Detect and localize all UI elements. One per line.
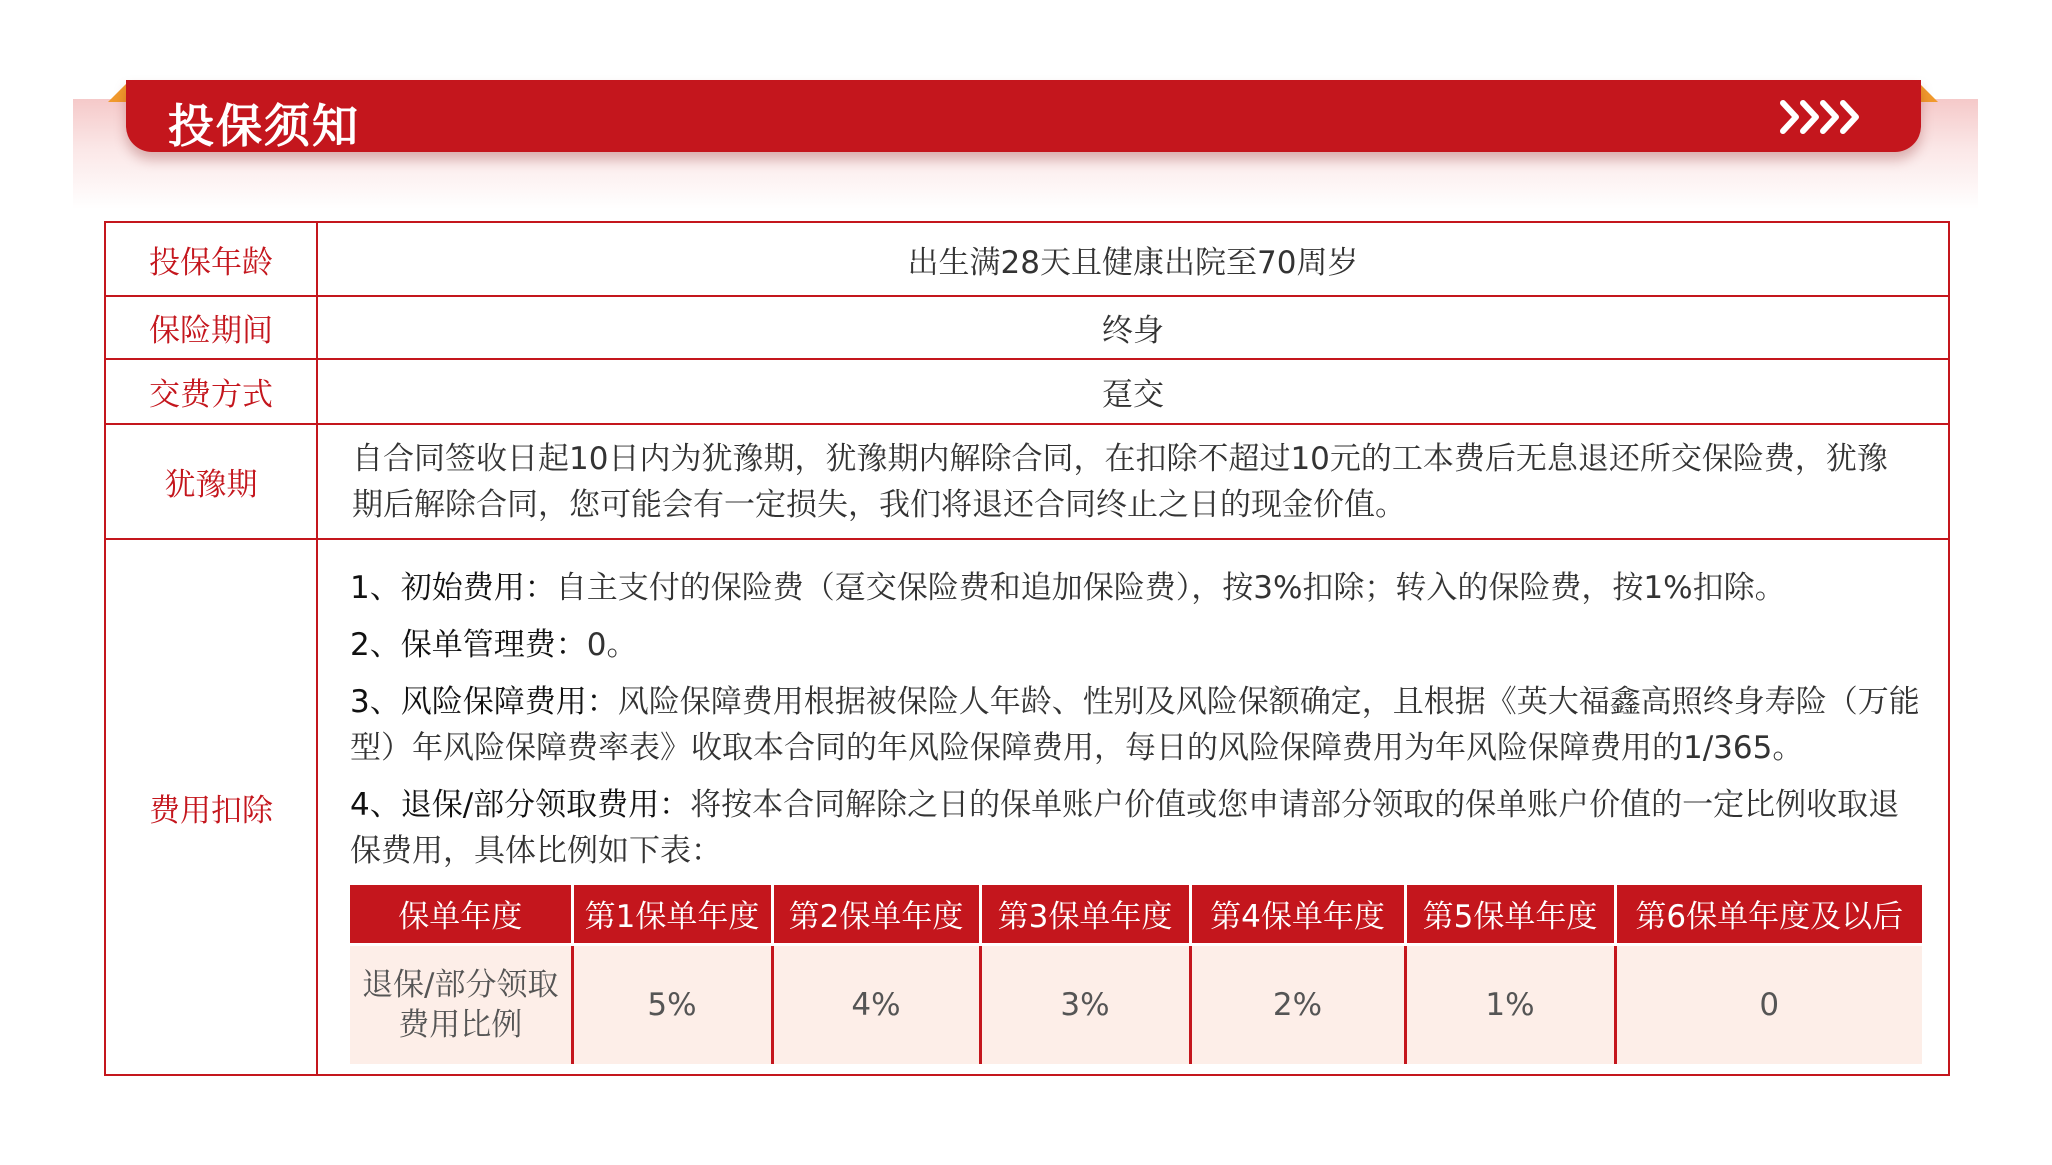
row-fee-deduction: [106, 538, 1948, 1074]
row-value: 终身: [1102, 313, 1164, 349]
table-row: [350, 944, 1922, 1064]
row-insured-age: [106, 223, 1948, 295]
row-cooling-off-period: [106, 423, 1948, 538]
column-header: 第5保单年度: [1405, 885, 1615, 945]
fee-item-text: 自主支付的保险费（趸交保险费和追加保险费），按3%扣除；转入的保险费，按1%扣除。: [555, 569, 1786, 606]
table-header-row: [350, 885, 1922, 945]
column-header: 保单年度: [350, 885, 572, 945]
column-header: 第2保单年度: [772, 885, 980, 945]
notice-table: [104, 221, 1950, 1076]
header-bar: [126, 80, 1921, 152]
row-header-line: 退保/部分领取: [362, 966, 559, 1003]
row-label: 保险期间: [106, 297, 318, 358]
fee-list: [318, 551, 1948, 1064]
fee-item-heading: 2、保单管理费：: [350, 626, 587, 663]
table-cell: 2%: [1190, 944, 1405, 1064]
page-title: 投保须知: [168, 99, 360, 153]
fee-item-management: [350, 622, 1922, 668]
row-value: [318, 425, 1948, 538]
row-header-line: 费用比例: [398, 1006, 523, 1043]
fee-item-initial: [350, 565, 1922, 611]
fee-item-risk: [350, 679, 1922, 771]
table-cell: 3%: [980, 944, 1190, 1064]
table-cell: 0: [1615, 944, 1922, 1064]
surrender-fee-table: [350, 885, 1922, 1064]
row-label: 投保年龄: [106, 223, 318, 295]
table-cell: 5%: [572, 944, 772, 1064]
row-payment-method: [106, 358, 1948, 423]
fee-item-heading: 1、初始费用：: [350, 569, 556, 606]
row-label: 交费方式: [106, 360, 318, 423]
row-label: 犹豫期: [106, 425, 318, 538]
fee-item-heading: 3、风险保障费用：: [350, 683, 618, 720]
row-header-cell: [350, 944, 572, 1064]
row-value: 趸交: [1102, 377, 1164, 413]
row-label: 费用扣除: [106, 540, 318, 1074]
fee-item-surrender: [350, 782, 1922, 874]
row-value: [318, 540, 1948, 1074]
column-header: 第3保单年度: [980, 885, 1190, 945]
column-header: 第4保单年度: [1190, 885, 1405, 945]
fee-item-heading: 4、退保/部分领取费用：: [350, 786, 691, 823]
fee-item-text: 将按本合同解除之日的保单账户价值或您申请部分领取的保单账户价值的一定比例收取退保费用，具体比例如下表：: [350, 786, 1900, 869]
table-cell: 1%: [1405, 944, 1615, 1064]
cooling-off-text: 自合同签收日起10日内为犹豫期，犹豫期内解除合同，在扣除不超过10元的工本费后无息退还所交保险费，犹豫期后解除合同，您可能会有一定损失，我们将退还合同终止之日的现金价值。: [352, 440, 1888, 523]
table-cell: 4%: [772, 944, 980, 1064]
column-header: 第1保单年度: [572, 885, 772, 945]
fee-item-text: 风险保障费用根据被保险人年龄、性别及风险保额确定，且根据《英大福鑫高照终身寿险（万能型）年风险保障费率表》收取本合同的年风险保障费用，每日的风险保障费用为年风险保障费用的1/365。: [350, 683, 1920, 766]
chevrons-right-icon: [1779, 98, 1863, 136]
fee-item-text: 0。: [586, 626, 638, 663]
column-header: 第6保单年度及以后: [1615, 885, 1922, 945]
row-insurance-period: [106, 295, 1948, 358]
row-value: 出生满28天且健康出院至70周岁: [907, 244, 1359, 281]
